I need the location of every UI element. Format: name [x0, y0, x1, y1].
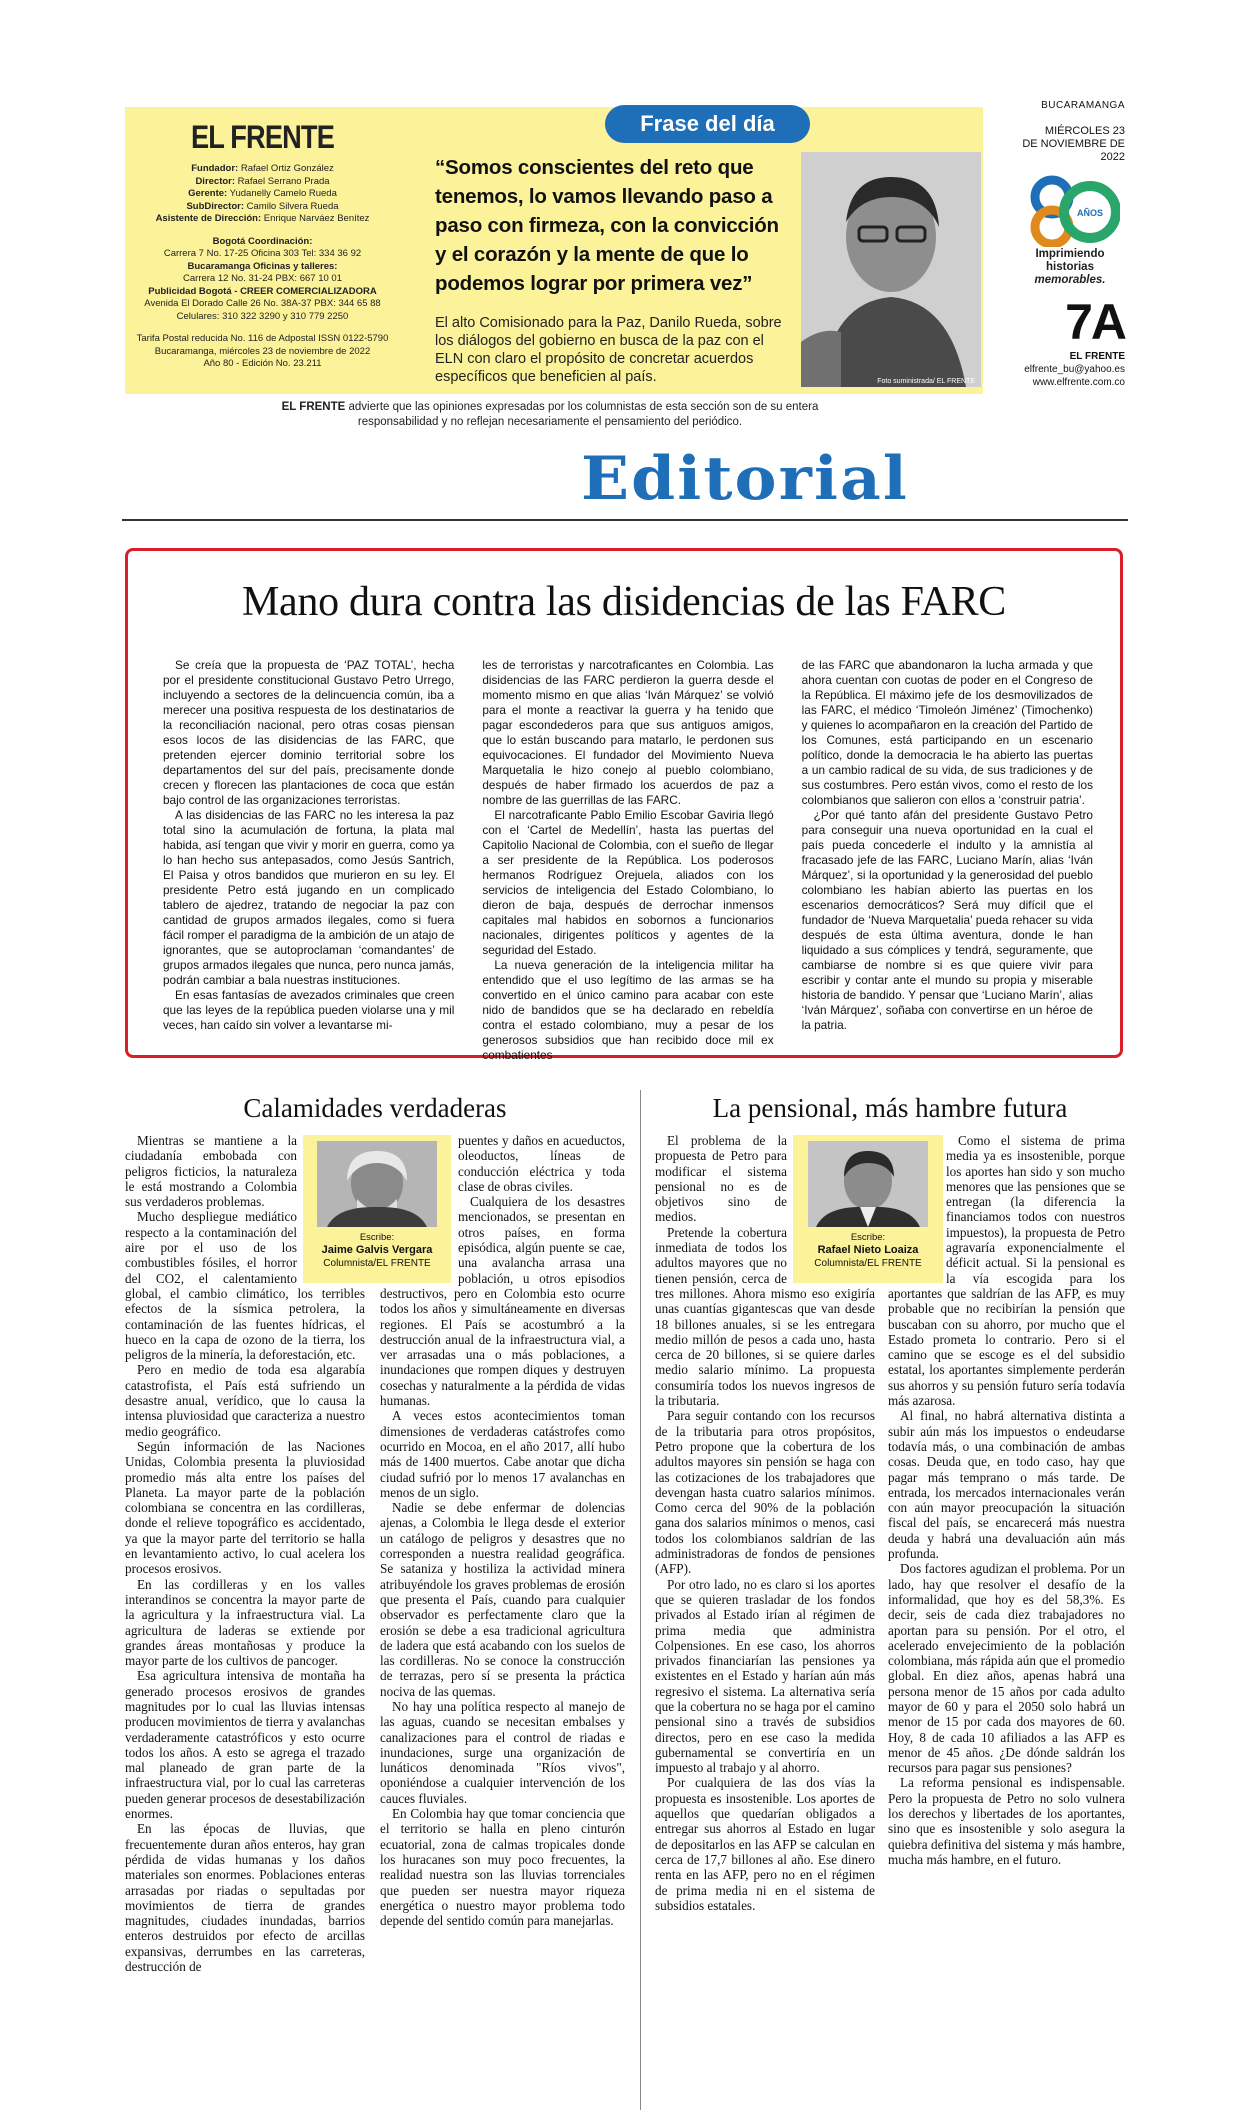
edition-info: [125, 333, 400, 371]
editorial-columns: [163, 658, 1093, 1062]
edition-number: Año 80 - Edición No. 23.211: [203, 358, 322, 369]
masthead-info: [125, 107, 400, 394]
publicidad-address: Avenida El Dorado Calle 26 No. 38A-37 PBX: 344 65 88: [144, 298, 381, 309]
section-rule: [122, 519, 1128, 521]
editorial-column-2: les de terroristas y narcotraficantes en Colombia. Las disidencias de las FARC perdieron la guerra desde el momento mismo en que alias ‘Iván Márquez’ se volvió para el monte a reactivar la guerra y ha tenido que pagar escondederos para que sus antiguos amigos, que lo están buscando para matarlo, le perdonen sus equivocaciones. El fundador del Movimiento Nueva Marquetalia le hizo conejo al pueblo colombiano, después de haber firmado los acuerdos de paz a nombre de las guerrillas de las FARC. El narcotraficante Pablo Emilio Escobar Gaviria llegó con el ‘Cartel de Medellín’, hasta las puertas del Capitolio Nacional de Colombia, con el sueño de llegar a ser presidente de la República. Los poderosos hermanos Rodríguez Orejuela, aliados con los servicios de inteligencia del Estado Colombiano, lo dieron de baja, después de derrochar inmensos capitales mal habidos en sobornos a funcionarios nacionales, dirigentes políticos y agentes de la seguridad del Estado. La nueva generación de la inteligencia militar ha entendido que el uso legítimo de las armas se ha convertido en el único camino para acabar con este nido de bandidos que se ha declarado en rebeldía contra el estado colombiano, muy a pesar de los generosos subsidios que han recibido doce mil ex combatientes: [482, 658, 774, 1062]
contact-email[interactable]: elfrente_bu@yahoo.es: [1024, 364, 1125, 375]
staff-line: Fundador: Rafael Ortiz González: [191, 163, 334, 174]
contact-website[interactable]: www.elfrente.com.co: [1032, 377, 1125, 388]
svg-text:AÑOS: AÑOS: [1076, 208, 1104, 218]
tarifa-postal: Tarifa Postal reducida No. 116 de Adpostal ISSN 0122-5790: [136, 333, 389, 344]
right-author-box: Escribe: Rafael Nieto Loaiza Columnista/EL FRENTE: [793, 1135, 943, 1283]
office-info: [125, 236, 400, 324]
left-article-column-2: puentes y daños en acueductos, oleoductos, líneas de conducción eléctrica y toda clase de obras civiles. Cualquiera de los desastres mencionados, se presentan en otros países, en forma episódica, algún puente se cae, una avalancha arrasa una población, u otros episodios destructivos, pero en Colombia esto ocurre todos los años y simultáneamente en diversas regiones. El País se acostumbró a la destrucción anual de la infraestructura vial, a ver arrasadas una o más poblaciones, a inundaciones que rompen diques y destruyen cosechas y naturalmente a la pérdida de vidas humanas. A veces estos acontecimientos toman dimensiones de verdaderas catástrofes como ocurrido en Mocoa, en el año 2017, allí hubo más de 1400 muertos. Cabe anotar que dicha ciudad sufrió por lo menos 17 avalanchas en menos de un siglo. Nadie se debe enfermar de dolencias ajenas, a Colombia le llega desde el exterior un catálogo de peligros y desastres que no corresponden a nuestra realidad geográfica. Se sataniza y hostiliza la actividad minera atribuyéndole los graves problemas de erosión que presenta el País, cuando para cualquier observador es perfectamente claro que la erosión se debe a esa tradicional agricultura de ladera que está acabando con los suelos de las cordilleras. No se conoce la construcción de terrazas, pero sí se presenta la práctica nociva de las quemas. No hay una política respecto al manejo de las aguas, cuando se necesitan embalses y canalizaciones para el control de riadas e inundaciones, surge una organización de lunáticos denominada "Ríos vivos", oponiéndose a cualquier intervención de los cauces fluviales. En Colombia hay que tomar conciencia que el territorio se halla en pleno cinturón ecuatorial, zona de calmas tropicales donde los huracanes son muy poco frecuentes, la realidad nuestra son las lluvias torrenciales que pueden ser nuestra mayor riqueza energética o nuestro mayor problema todo depende del sentido común para manejarlas.: [380, 1133, 625, 1929]
editorial-box: [125, 548, 1123, 1062]
masthead-box: [125, 107, 983, 394]
staff-line: Asistente de Dirección: Enrique Narváez Benítez: [155, 213, 370, 224]
quote-photo: [801, 152, 981, 387]
anniversary-logo: [1020, 172, 1120, 247]
eighty-years-logo-icon: [1020, 172, 1120, 247]
portrait-photo-icon: [801, 152, 981, 387]
frase-del-dia-tag: Frase del día: [605, 105, 810, 143]
bogota-address: Carrera 7 No. 17-25 Oficina 303 Tel: 334 36 92: [163, 248, 362, 259]
photo-credit: Foto suministrada/ EL FRENTE: [877, 378, 975, 385]
left-author-box: Escribe: Jaime Galvis Vergara Columnista/EL FRENTE: [303, 1135, 451, 1283]
city-label: BUCARAMANGA: [1041, 100, 1125, 111]
paper-name: EL FRENTE: [1069, 351, 1125, 362]
quote-caption: El alto Comisionado para la Paz, Danilo Rueda, sobre los diálogos del gobierno en busca de la paz con el ELN con claro el propósito de concretar acuerdos específicos que beneficien al país.: [435, 315, 782, 385]
publicidad-heading: Publicidad Bogotá - CREER COMERCIALIZADORA: [148, 285, 377, 297]
staff-line: Gerente: Yudanelly Camelo Rueda: [188, 188, 337, 199]
top-right-info: [1000, 100, 1125, 164]
editorial-column-3: de las FARC que abandonaron la lucha armada y que ahora cuentan con cuotas de poder en el Congreso de la República. El máximo jefe de los desmovilizados de las FARC, el médico ‘Timoleón Jiménez’ (Timochenko) y quienes lo acompañaron en la creación del Partido de los Comunes, está participando en un escenario político, donde la democracia le ha abierto las puertas a un cambio radical de su vida, de sus tradiciones y de sus costumbres. Pero están vivos, como el resto de los colombianos que salieron con ellos a ‘construir patria’. ¿Por qué tanto afán del presidente Gustavo Petro para conseguir una nueva oportunidad en la cual el país pueda concederle el indulto y la amnistía al fracasado jefe de las FARC, Luciano Marín, alias ‘Iván Márquez’, si la oportunidad y la generosidad del pueblo colombiano les habían abierto las puertas en los escenarios democráticos? Será muy difícil que el fundador de ‘Nueva Marquetalia’ pueda rehacer su vida después de esta última aventura, donde le han liquidado a sus cómplices y tendrá, seguramente, que cambiarse de nombre si es que quiere vivir para escribir y contar ante el mundo su propia y miserable historia de bandido. Y pensar que ‘Luciano Marín’, alias ‘Iván Márquez’, soñaba con convertirse en un héroe de la patria.: [801, 658, 1093, 1032]
right-author-role: Columnista/EL FRENTE: [814, 1258, 922, 1269]
right-article-column-2: Como el sistema de prima media ya es insostenible, porque los aportes han sido y son mucho menores que las pensiones que se entregan (la diferencia la financiamos todos con nuestros impuestos), la propuesta de Petro agravaría exponencialmente el déficit actual. Si la pensional es la vía escogida para los aportantes que saldrían de las AFP, es muy probable que no recibirían la pensión que buscaban con su ahorro, por mucho que el Estado prometa lo contrario. Pero si el camino que se escoge es el del subsidio estatal, los aportantes simplemente perderán sus ahorros y su pensión futuro sería todavía más azarosa. Al final, no habrá alternativa distinta a subir aún más los impuestos o endeudarse todavía más, o una combinación de ambas cosas. Deuda que, en todo caso, hay que pagar más temprano o más tarde. De entrada, los mercados internacionales verán con aún mayor preocupación la situación fiscal del país, se encarecerá más nuestra deuda y habrá una devaluación aún más profunda. Dos factores agudizan el problema. Por un lado, hay que resolver el desafío de la informalidad, que hoy es del 58,3%. Es decir, seis de cada diez trabajadores no aportan para su pensión. Por el otro, el acelerado envejecimiento de la población colombiana, más rápida aún que el promedio global. En diez años, apenas habrá una persona menor de 15 años por cada adulto mayor de 60 y para el 2050 solo habrá un menor de 15 por cada dos mayores de 60. Hoy, 8 de cada 10 afiliados a las AFP es menor de 45 años. ¿De dónde saldrán los recursos para pagar sus pensiones? La reforma pensional es indispensable. Pero la propuesta de Petro no solo vulnera los derechos y libertades de los aportantes, sino que es insostenible y solo asegura la quiebra definitiva del sistema y más hambre, mucha más hambre, en el futuro.: [888, 1133, 1125, 1867]
bucaramanga-heading: Bucaramanga Oficinas y talleres:: [187, 260, 338, 272]
section-title: Editorial: [581, 444, 909, 514]
staff-list: [125, 163, 400, 226]
right-article-column-1: El problema de la propuesta de Petro para modificar el sistema pensional no es de objetivos sino de medios. Pretende la cobertura inmediata de todos los adultos mayores que no tienen pensión, cerca de tres millones. Ahora mismo eso exigiría unas cuantías gigantescas que van desde 18 billones anuales, si se les entregara medio millón de pesos a cada uno, hasta cerca de 20 billones, si se quiere darles medio salario mínimo. La propuesta consumiría todos los nuevos ingresos de la tributaria. Para seguir contando con los recursos de la tributaria para otros propósitos, Petro propone que la cobertura de los adultos mayores sin pensión se haga con las cotizaciones de los trabajadores que devengan hasta cuatro salarios mínimos. Como cerca del 90% de la población gana dos salarios mínimos o menos, casi todos los colombianos saldrían de las administradoras de fondos de pensiones (AFP). Por otro lado, no es claro si los aportes que se quieren trasladar de los fondos privados al Estado irían al régimen de prima media que administra Colpensiones. En ese caso, los ahorros privados financiarían las pensiones ya existentes en el Estado y harían aún más regresivo el sistema. La alternativa sería que la cobertura no se haga por el camino pensional sino a través de subsidios directos, pero en ese caso la medida gubernamental se convertiría en un impuesto al trabajo y al ahorro. Por cualquiera de las dos vías la propuesta es insostenible. Los aportes de aquellos que quedarían obligados a entregar sus ahorros al Estado en lugar de depositarlos en las AFP se calculan en cerca de 17,7 billones al año. Ese dinero renta en las AFP, pero no en el régimen de prima media ni en el sistema de subsidios estatales.: [655, 1133, 875, 1913]
bucaramanga-address: Carrera 12 No. 31-24 PBX: 667 10 01: [183, 273, 342, 284]
staff-line: SubDirector: Camilo Silvera Rueda: [186, 200, 339, 212]
disclaimer: EL FRENTE advierte que las opiniones expresadas por los columnistas de esta sección son de su entera responsabilidad y no reflejan necesariamente el pensamiento del periódico.: [281, 401, 819, 428]
column-divider: [640, 1090, 641, 2110]
celulares: Celulares: 310 322 3290 y 310 779 2250: [176, 310, 349, 322]
left-author-role: Columnista/EL FRENTE: [323, 1258, 431, 1269]
staff-line: Director: Rafael Serrano Prada: [195, 175, 330, 187]
right-author-name: Rafael Nieto Loaiza: [817, 1244, 919, 1256]
bogota-heading: Bogotá Coordinación:: [212, 235, 313, 247]
masthead-brand: EL FRENTE: [191, 119, 334, 155]
left-article-title: Calamidades verdaderas: [243, 1093, 507, 1123]
anniversary-tagline: Imprimiendo historias memorables.: [1034, 248, 1106, 286]
page-number: 7A: [1065, 294, 1125, 350]
left-author-name: Jaime Galvis Vergara: [321, 1244, 433, 1256]
left-article-column-1: Mientras se mantiene a la ciudadanía embobada con peligros ficticios, la naturaleza le está mostrando a Colombia sus verdaderos problemas. Mucho despliegue mediático respecto a la contaminación del aire por el uso de los combustibles fósiles, el horror del CO2, el calentamiento global, el cambio climático, los terribles efectos de la sísmica petrolera, la contaminación de las fuentes hídricas, el hueco en la capa de ozono de la tierra, los peligros de la minería, la deforestación, etc. Pero en medio de toda esa algarabía catastrofista, el País está sufriendo un desastre anual, verídico, que lo causa la intensa pluviosidad que caracteriza a nuestro medio geográfico. Según información de las Naciones Unidas, Colombia presenta la pluviosidad promedio más alta entre los países del Planeta. La mayor parte de la población colombiana se concentra en las cordilleras, donde el relieve topográfico es accidentado, ya que la mayor parte del territorio se halla en levantamiento activo, lo cual acelera los procesos erosivos. En las cordilleras y en los valles interandinos se concentra la mayor parte de la agricultura y la infraestructura vial. La agricultura de laderas se extiende por grandes áreas montañosas y produce la mayor parte de los cultivos de pancoger. Esa agricultura intensiva de montaña ha generado procesos erosivos de grandes magnitudes por lo cual las lluvias intensas producen movimientos de tierra y avalanchas verdaderamente catastróficos y esto ocurre todos los años. A esto se agrega el trazado mal planeado de gran parte de la infraestructura vial, por lo cual las carreteras pueden generar procesos de desestabilización enormes. En las épocas de lluvias, que frecuentemente duran años enteros, hay gran pérdida de vidas humanas y los daños materiales son enormes. Poblaciones enteras arrasadas por riadas o sepultadas por movimientos de tierra de grandes magnitudes, ciudades inundadas, barrios enteros destruidos por efecto de arcillas expansivas, derrumbes en las carreteras, destrucción de: [125, 1133, 365, 1975]
contact-info: [990, 350, 1125, 389]
editorial-title: Mano dura contra las disidencias de las FARC: [241, 579, 1007, 625]
quote-text: “Somos conscientes del reto que tenemos, lo vamos llevando paso a paso con firmeza, con la convicción y el corazón y la mente de que lo podemos lograr por primera vez”: [435, 156, 779, 295]
editorial-column-1: Se creía que la propuesta de ‘PAZ TOTAL’, hecha por el presidente constitucional Gustavo Petro Urrego, incluyendo a sectores de la delincuencia común, iba a merecer una positiva respuesta de los destinatarios de la reconciliación nacional, pero otras cosas piensan esos locos de las disidencias de las FARC, que pretenden ejercer dominio territorial sobre los departamentos del sur del país, precisamente donde crecen y florecen las plantaciones de coca que están bajo control de las organizaciones terroristas. A las disidencias de las FARC no les interesa la paz total sino la acumulación de fortuna, la plata mal habida, así tengan que vivir y morir en guerra, como ya lo han hecho sus antepasados, como Jesús Santrich, El Paisa y otros bandidos que murieron en su ley. El presidente Petro está jugando en un complicado tablero de ajedrez, tratando de negociar la paz con cantidad de grupos armados ilegales, como si fuera fácil romper el paradigma de la ambición de un atajo de ignorantes, que se autoproclaman ‘comandantes’ de grupos armados ilegales que nunca, pero nunca jamás, podrán cambiar a bala nuestras instituciones. En esas fantasías de avezados criminales que creen que las leyes de la república pueden violarse una y mil veces, han caído sin volver a levantarse mi-: [163, 658, 455, 1032]
right-article-title: La pensional, más hambre futura: [712, 1093, 1068, 1123]
issue-date: MIÉRCOLES 23 DE NOVIEMBRE DE 2022: [1022, 125, 1125, 163]
edition-date: Bucaramanga, miércoles 23 de noviembre de 2022: [154, 345, 371, 357]
